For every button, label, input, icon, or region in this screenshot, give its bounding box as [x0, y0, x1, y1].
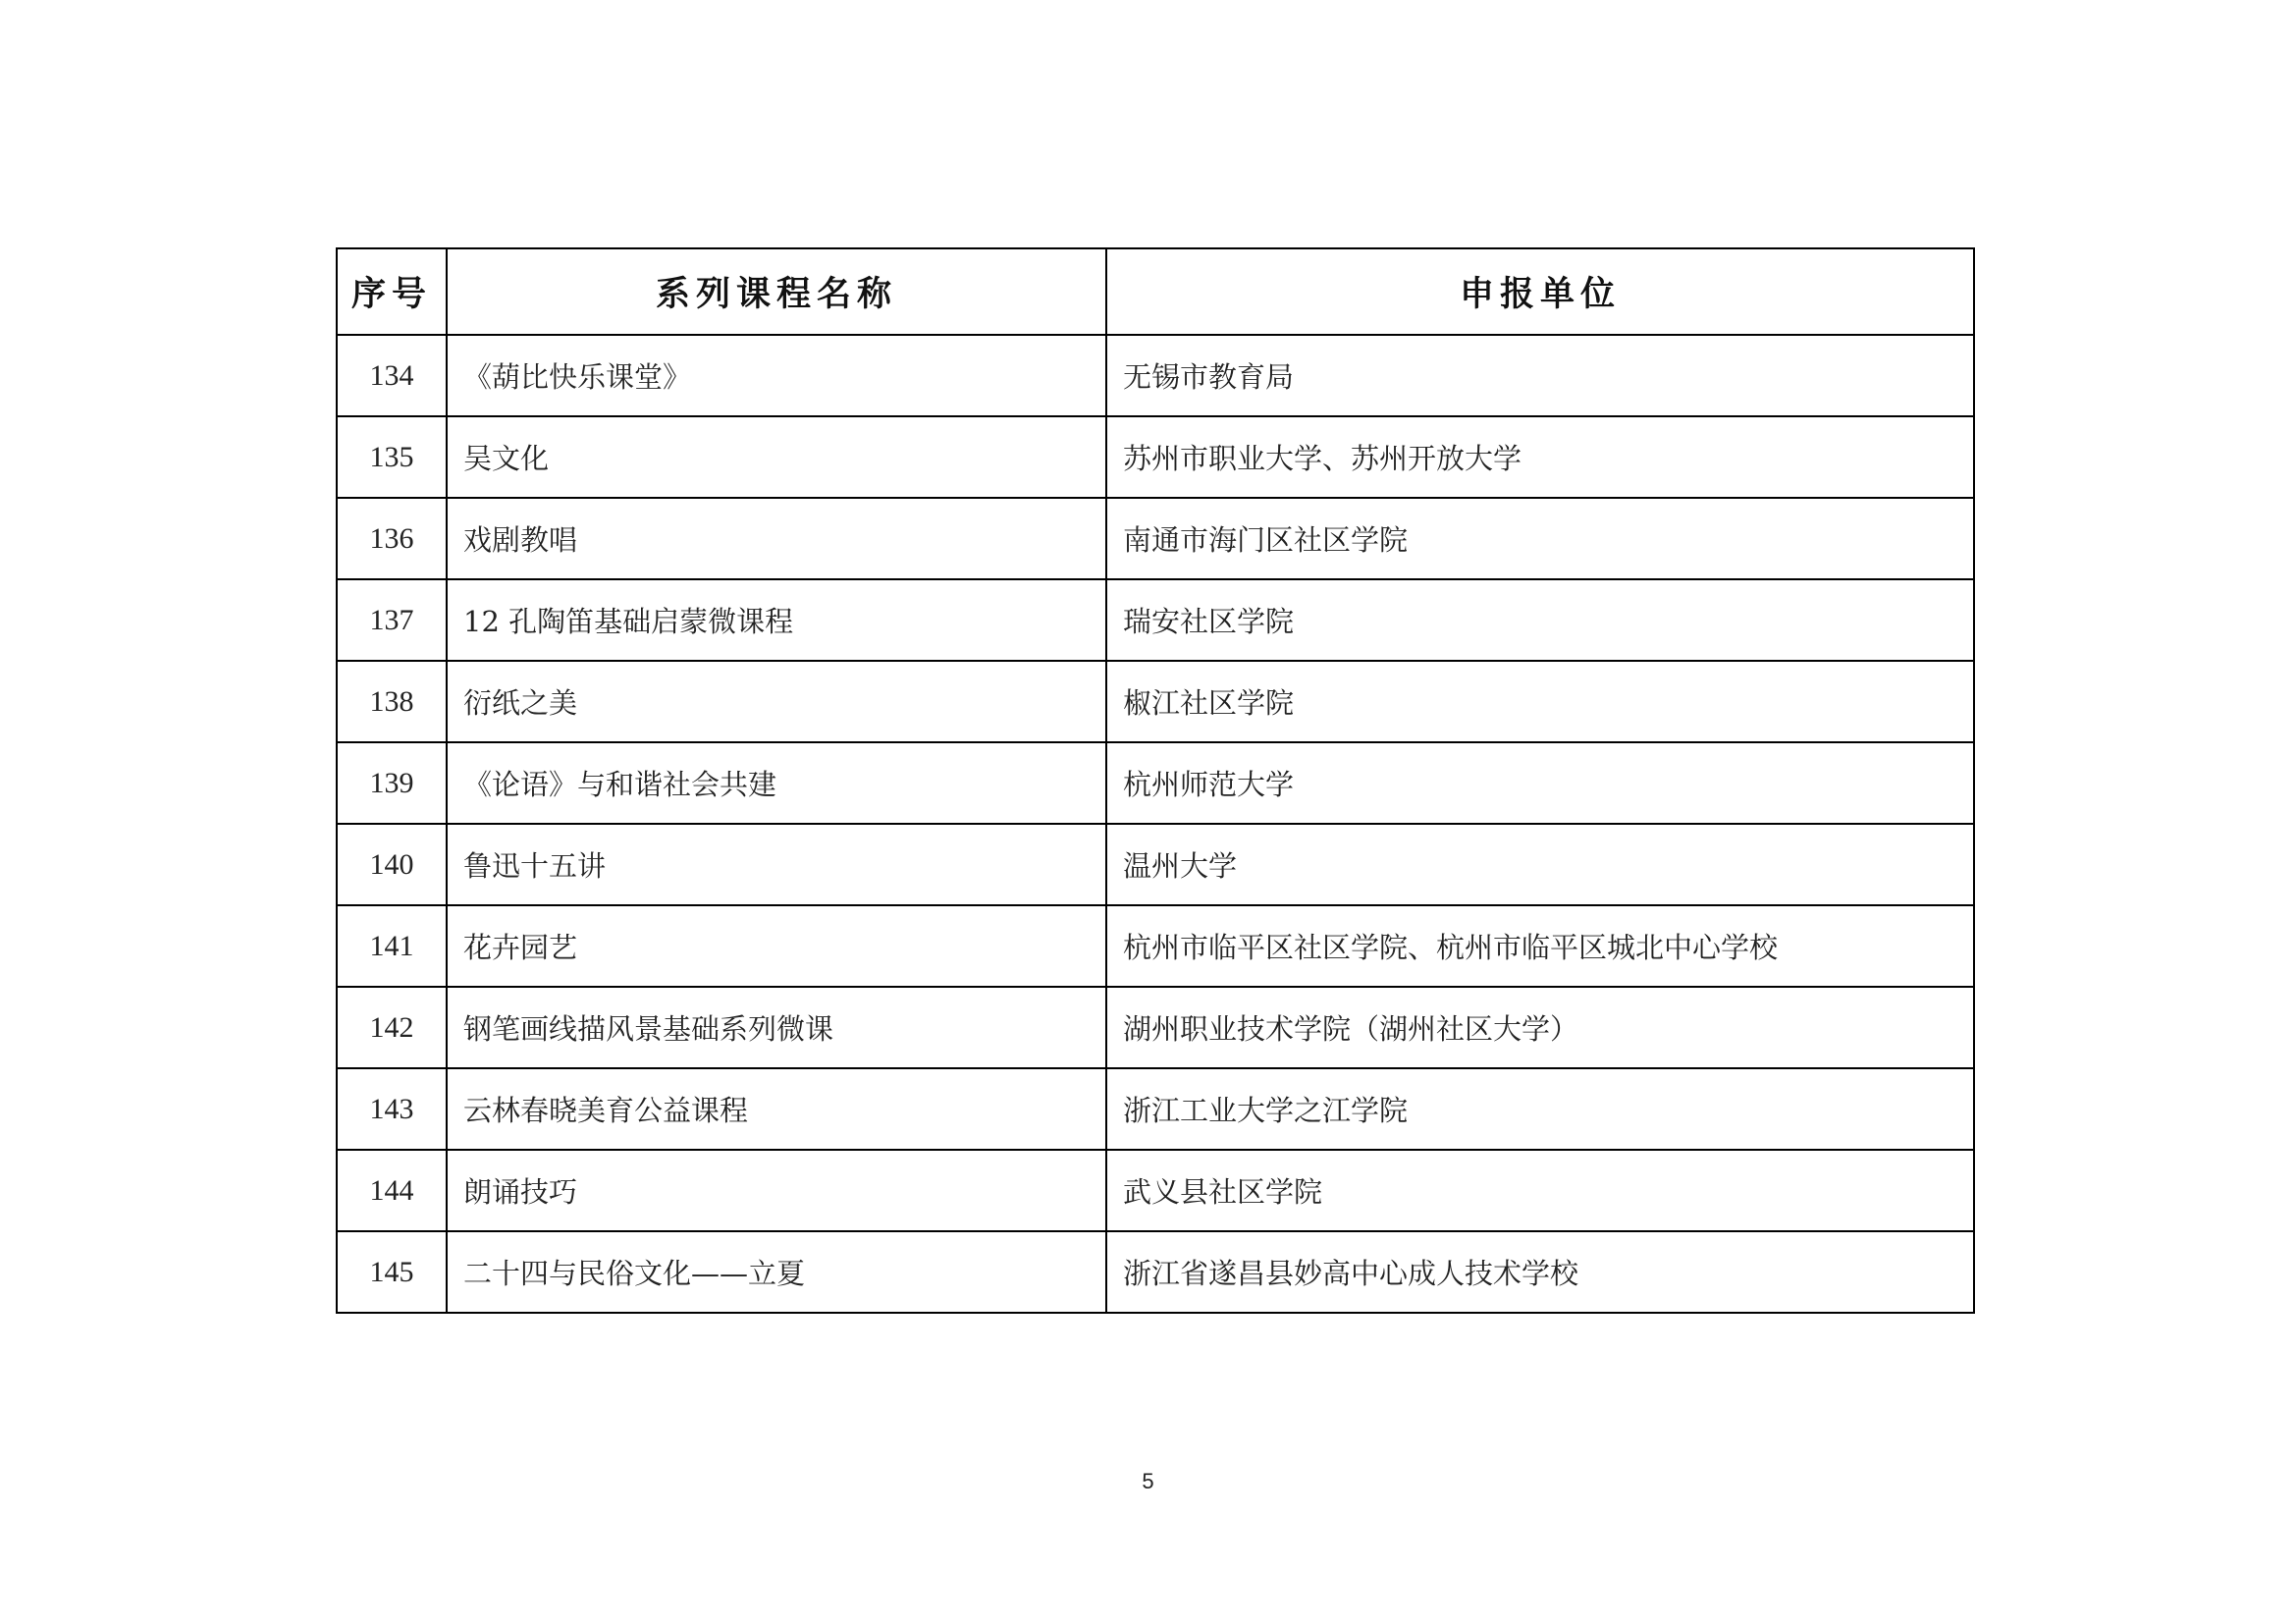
row-serial-number: 141: [337, 905, 447, 987]
row-course-name: 衍纸之美: [447, 661, 1106, 742]
row-course-name: 二十四与民俗文化——立夏: [447, 1231, 1106, 1313]
row-serial-number: 140: [337, 824, 447, 905]
row-applicant-unit: 湖州职业技术学院（湖州社区大学）: [1106, 987, 1974, 1068]
row-serial-number: 135: [337, 416, 447, 498]
table-row: [337, 416, 1974, 498]
table-row: [337, 335, 1974, 416]
row-course-name: 12 孔陶笛基础启蒙微课程: [447, 579, 1106, 661]
row-serial-number: 143: [337, 1068, 447, 1150]
row-applicant-unit: 温州大学: [1106, 824, 1974, 905]
table-row: [337, 1068, 1974, 1150]
row-applicant-unit: 浙江省遂昌县妙高中心成人技术学校: [1106, 1231, 1974, 1313]
table-header-row: [337, 248, 1974, 335]
row-applicant-unit: 杭州市临平区社区学院、杭州市临平区城北中心学校: [1106, 905, 1974, 987]
row-course-name: 钢笔画线描风景基础系列微课: [447, 987, 1106, 1068]
table-row: [337, 661, 1974, 742]
row-serial-number: 134: [337, 335, 447, 416]
row-applicant-unit: 南通市海门区社区学院: [1106, 498, 1974, 579]
header-applicant-unit: 申报单位: [1106, 248, 1974, 335]
row-course-name: 云林春晓美育公益课程: [447, 1068, 1106, 1150]
row-serial-number: 137: [337, 579, 447, 661]
row-applicant-unit: 杭州师范大学: [1106, 742, 1974, 824]
row-applicant-unit: 无锡市教育局: [1106, 335, 1974, 416]
row-course-name: 戏剧教唱: [447, 498, 1106, 579]
row-course-name: 花卉园艺: [447, 905, 1106, 987]
row-course-name: 朗诵技巧: [447, 1150, 1106, 1231]
page-number: 5: [1142, 1469, 1154, 1493]
row-applicant-unit: 武义县社区学院: [1106, 1150, 1974, 1231]
row-course-name: 鲁迅十五讲: [447, 824, 1106, 905]
row-applicant-unit: 椒江社区学院: [1106, 661, 1974, 742]
table-row: [337, 987, 1974, 1068]
row-course-name: 《论语》与和谐社会共建: [447, 742, 1106, 824]
row-applicant-unit: 浙江工业大学之江学院: [1106, 1068, 1974, 1150]
row-serial-number: 145: [337, 1231, 447, 1313]
row-course-name: 《葫比快乐课堂》: [447, 335, 1106, 416]
header-serial-number: 序号: [337, 248, 447, 335]
table-row: [337, 498, 1974, 579]
table-row: [337, 579, 1974, 661]
table-row: [337, 742, 1974, 824]
row-applicant-unit: 苏州市职业大学、苏州开放大学: [1106, 416, 1974, 498]
row-serial-number: 139: [337, 742, 447, 824]
row-course-name: 吴文化: [447, 416, 1106, 498]
course-table: [336, 247, 1975, 1314]
row-serial-number: 136: [337, 498, 447, 579]
row-applicant-unit: 瑞安社区学院: [1106, 579, 1974, 661]
row-serial-number: 144: [337, 1150, 447, 1231]
table-row: [337, 824, 1974, 905]
header-course-name: 系列课程名称: [447, 248, 1106, 335]
table-row: [337, 1150, 1974, 1231]
row-serial-number: 142: [337, 987, 447, 1068]
table-row: [337, 1231, 1974, 1313]
row-serial-number: 138: [337, 661, 447, 742]
table-row: [337, 905, 1974, 987]
